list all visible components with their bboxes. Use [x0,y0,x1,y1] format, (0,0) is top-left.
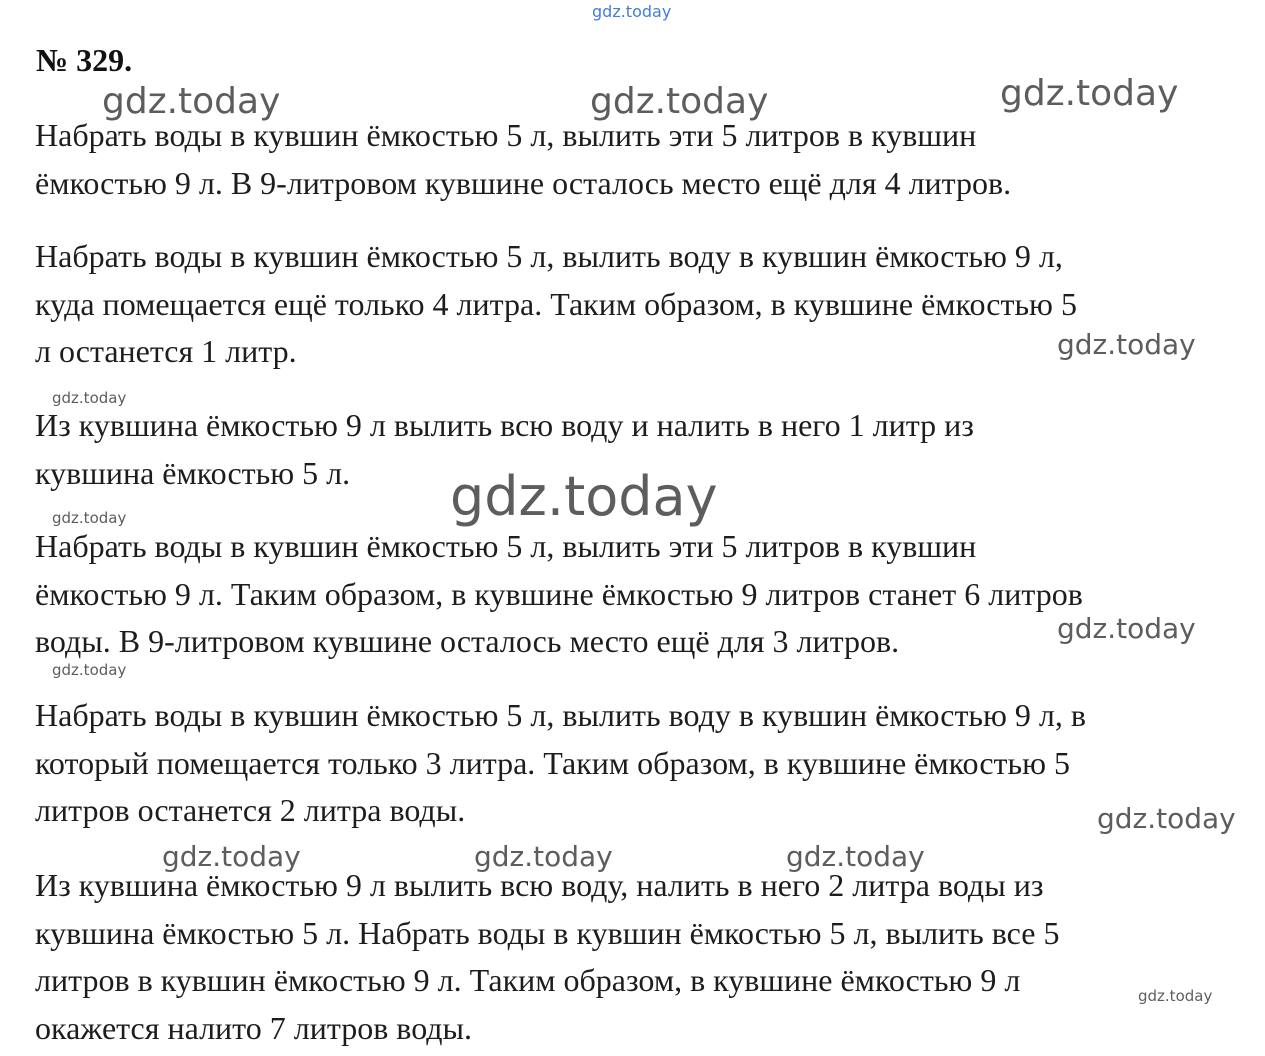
watermark: gdz.today [1138,987,1213,1005]
watermark: gdz.today [786,840,925,873]
watermark: gdz.today [1057,612,1196,645]
problem-number: № 329. [36,42,133,78]
watermark: gdz.today [162,840,301,873]
watermark: gdz.today [450,465,718,528]
watermark: gdz.today [590,81,769,122]
watermark: gdz.today [474,840,613,873]
solution-paragraph-6: Из кувшина ёмкостью 9 л вылить всю воду, налить в него 2 литра воды из кувшина ёмкостью 5 л. Набрать воды в кувшин ёмкостью 5 л, вылить все 5 литров в кувшин ёмкостью 9 л. Таким образом, в кувшине ёмкостью 9 л окажется налито 7 литров воды. [35,867,1060,1046]
watermark: gdz.today [1097,802,1236,835]
solution-paragraph-1: Набрать воды в кувшин ёмкостью 5 л, вылить эти 5 литров в кувшин ёмкостью 9 л. В 9-литровом кувшине осталось место ещё для 4 литров. [35,117,1012,201]
watermark: gdz.today [1000,73,1179,114]
watermark: gdz.today [102,81,281,122]
solution-paragraph-3: Из кувшина ёмкостью 9 л вылить всю воду и налить в него 1 литр из кувшина ёмкостью 5 л. [35,407,974,491]
watermark: gdz.today [1057,328,1196,361]
watermark: gdz.today [52,509,127,527]
solution-paragraph-5: Набрать воды в кувшин ёмкостью 5 л, вылить воду в кувшин ёмкостью 9 л, в который помещается только 3 литра. Таким образом, в кувшине ёмкостью 5 литров останется 2 литра воды. [35,697,1086,828]
watermark: gdz.today [52,661,127,679]
solution-paragraph-2: Набрать воды в кувшин ёмкостью 5 л, вылить воду в кувшин ёмкостью 9 л, куда помещается ещё только 4 литра. Таким образом, в кувшине ёмкостью 5 л останется 1 литр. [35,238,1077,369]
watermark: gdz.today [52,389,127,407]
solution-paragraph-4: Набрать воды в кувшин ёмкостью 5 л, вылить эти 5 литров в кувшин ёмкостью 9 л. Таким образом, в кувшине ёмкостью 9 литров станет 6 литров воды. В 9-литровом кувшине осталось место ещё для 3 литров. [35,528,1083,659]
watermark: gdz.today [592,2,672,21]
